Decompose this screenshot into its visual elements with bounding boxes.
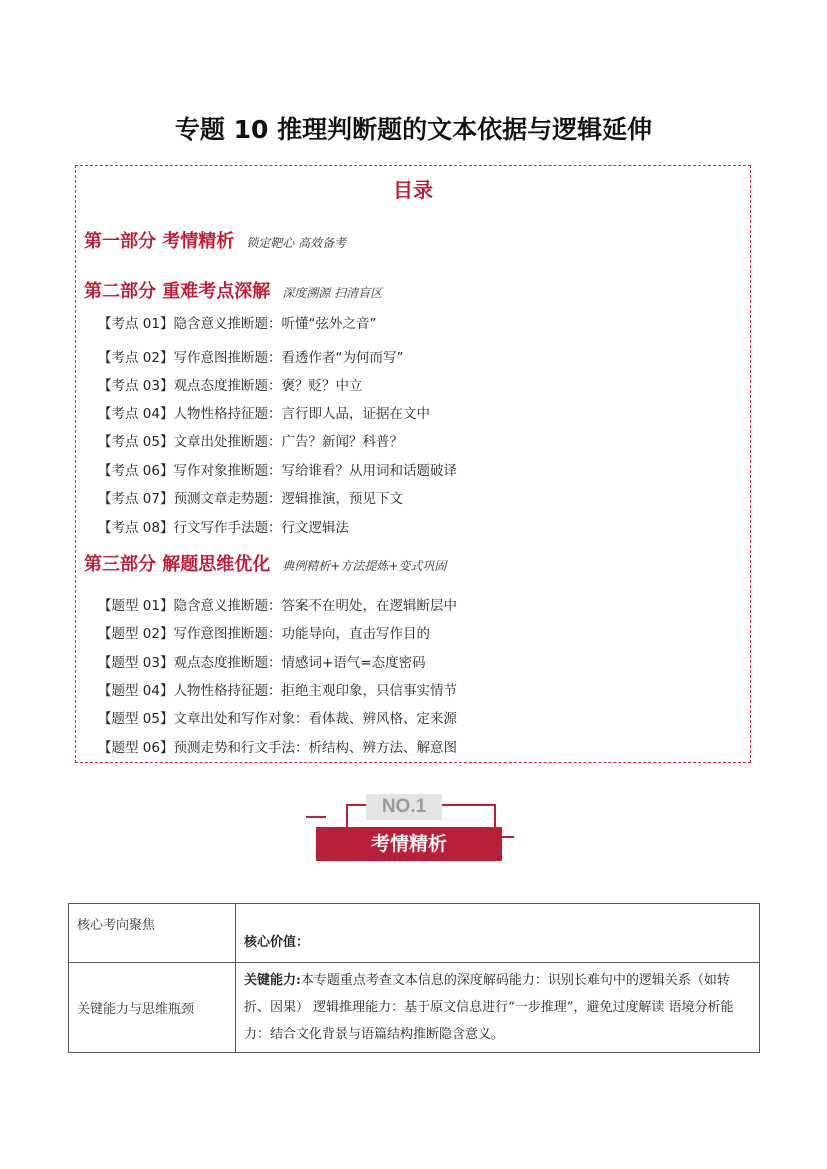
toc-part-subtitle: 锁定靶心 高效备考 (246, 236, 347, 250)
toc-part-title: 第二部分 重难考点深解 (84, 281, 271, 302)
toc-part-subtitle: 典例精析+方法提炼+变式巩固 (282, 559, 447, 573)
document-title: 专题 10 推理判断题的文本依据与逻辑延伸 (174, 115, 653, 144)
toc-item[interactable]: 【考点 01】隐含意义推断题：听懂“弦外之音” (98, 316, 377, 332)
table-row (69, 963, 760, 1053)
key-ability-text: 本专题重点考查文本信息的深度解码能力：识别长难句中的逻辑关系（如转折、因果） 逻辑推理能力：基于原文信息进行“一步推理”，避免过度解读 语境分析能力：结合文化背景与语篇结构推断隐含意义。 (244, 973, 734, 1042)
toc-part-3[interactable] (84, 550, 446, 576)
badge-right-tick (502, 836, 514, 838)
badge-number: NO.1 (366, 794, 442, 820)
info-table (68, 903, 760, 1053)
table-content-cell (236, 904, 760, 963)
toc-heading: 目录 (393, 178, 433, 202)
toc-item[interactable]: 【考点 04】人物性格持征题：言行即人品，证据在文中 (98, 406, 430, 422)
toc-part-subtitle: 深度溯源 扫清盲区 (282, 286, 383, 300)
key-ability-label: 关键能力: (244, 973, 301, 988)
section-badge (306, 792, 516, 864)
table-label-cell: 关键能力与思维瓶颈 (69, 963, 236, 1053)
toc-item[interactable]: 【考点 08】行文写作手法题：行文逻辑法 (98, 520, 349, 536)
toc-part-title: 第三部分 解题思维优化 (84, 554, 271, 575)
core-value-label: 核心价值： (244, 935, 310, 950)
badge-left-line (346, 804, 348, 828)
toc-item[interactable]: 【考点 03】观点态度推断题：褒？贬？中立 (98, 378, 363, 394)
toc-item[interactable]: 【题型 04】人物性格持征题：拒绝主观印象，只信事实情节 (98, 683, 457, 699)
toc-part-title: 第一部分 考情精析 (84, 231, 235, 252)
toc-item[interactable]: 【考点 05】文章出处推断题：广告？新闻？科普？ (98, 434, 403, 450)
toc-part-2[interactable] (84, 277, 382, 303)
toc-item[interactable]: 【考点 07】预测文章走势题：逻辑推演，预见下文 (98, 491, 403, 507)
badge-left-tick (306, 816, 326, 818)
table-row (69, 904, 760, 963)
badge-label: 考情精析 (316, 827, 502, 861)
toc-part-1[interactable] (84, 227, 346, 253)
toc-item[interactable]: 【考点 02】写作意图推断题：看透作者“为何而写” (98, 350, 404, 366)
toc-item[interactable]: 【题型 01】隐含意义推断题：答案不在明处，在逻辑断层中 (98, 598, 457, 614)
toc-item[interactable]: 【考点 06】写作对象推断题：写给谁看？从用词和话题破译 (98, 463, 457, 479)
toc-item[interactable]: 【题型 02】写作意图推断题：功能导向，直击写作目的 (98, 626, 430, 642)
table-content-cell (236, 963, 760, 1053)
toc-item[interactable]: 【题型 05】文章出处和写作对象：看体裁、辨风格、定来源 (98, 711, 457, 727)
table-of-contents (75, 165, 751, 763)
table-label-cell: 核心考向聚焦 (69, 904, 236, 963)
toc-item[interactable]: 【题型 06】预测走势和行文手法：析结构、辨方法、解意图 (98, 740, 457, 756)
toc-item[interactable]: 【题型 03】观点态度推断题：情感词+语气=态度密码 (98, 655, 426, 671)
badge-right-line (494, 804, 496, 828)
